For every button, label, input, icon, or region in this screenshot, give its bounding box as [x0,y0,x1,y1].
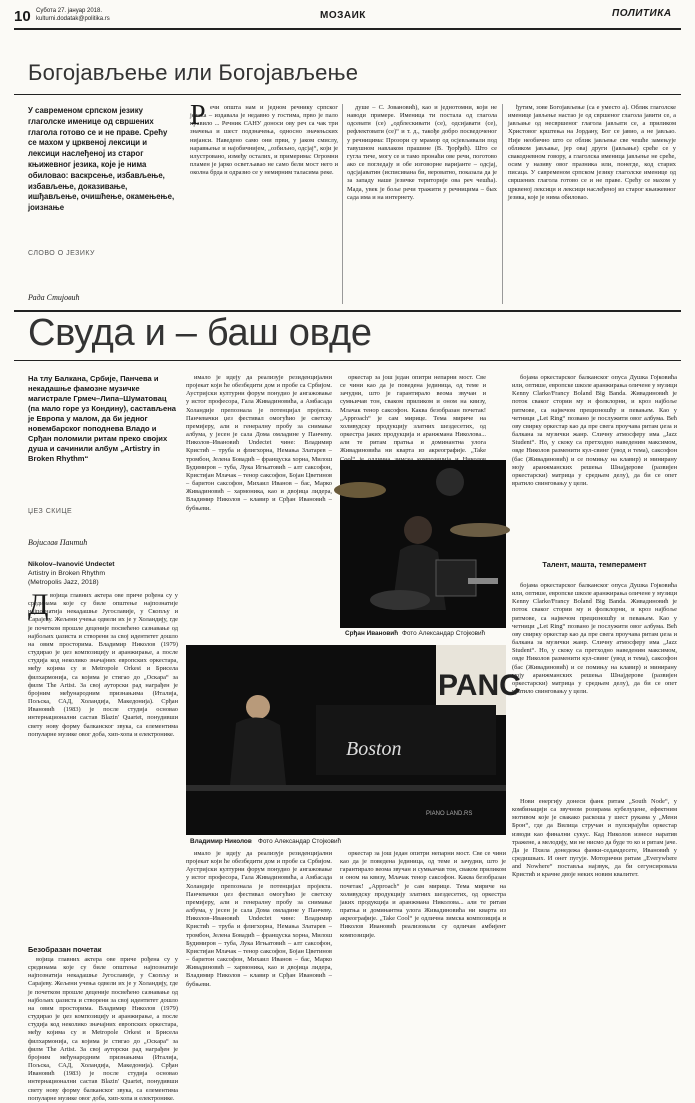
article2-column-4-continued-text: бојама оркестарског балканског опуса Душка Гојковића или, оптише, европске школе аранжирања оличене у музици Kenny Clarke/Francy Boland Big Banda. Живадиновић је поток сваког стории му и фолклорни, и кроз најбоље ритмове, са највечом прецизношћу и певањем. Као у четници „Let Ring“ позвано је послужити овог албума. Већ ову свирку оркестар као да пре свега проучава ритам џеза и балкана за музички жанр. Сличну атмосферу има „Jazz Student“. Но, у скоку са претходно наведеним максимом, овде Николов разменити кул-свинг (увод и тема), саксофон (бас (Живадиновић) и се помињу на клавир) и минирану моју аранжманских решења Шнајдерове (развијен оркестарски) матрица у средњем делу), да би се опет вратило свинговању у цели. [512,582,677,696]
photo2-caption-name: Владимир Николов [190,838,252,845]
article1-title: Богојављење или Богојављење [28,60,359,85]
album-credit-label: (Metropolis Jazz, 2018) [28,579,99,586]
photo-pianist [186,645,521,835]
article2-subhead-1: Безобразан почетак [28,945,102,954]
article1-column-3-text: ђутим, зове Богојављење (са е уместо а). Облик глаголске именице јављење настао је од свршеног глагола јавити се, а јављање од несвршеног глагола јављати се, а приликом Христовог крштења на Јордану, Бог се јавио, а не јављао. Није необично што се облик јављење све чешће замењује обликом јављање, јер овај други (јављање) среће се у свакодневном говору, а глаголска именица јављење не среће, осим у називу овог празника или, понегде, код старих писаца. У савременом српском језику глаголске именице од свршених глагола готово се и не праве. Срећу се махом у црквеној лексици и лексици наслеђеној из старог књижевног језика, које је нима обиловао. [508,104,676,201]
article1-column-1 [190,100,338,304]
photo-banner-text: PANC [438,669,521,702]
column-divider [342,104,343,304]
article1-lead: У савременом српском језику глаголске именице од свршених глагола готово се и не праве. Срећу се махом у црквеној лексици и лексици наслеђеној из старог књижевног језика, које је нима обиловао: васкрсење, избављење, избављење, доказивање, ишђављење, очишћење, окамењење, јоизнање [28,106,175,213]
article2-column-2-text: имало је идеју да реализује резиденцијални пројекат који ће обезбедити дом и пробе са Србијом. Аустријски културни форум понудио је ангажовање у истог професора, Гала Живадиновића, а Амбасада Холандије препознала је потенцијал пројекта. Панчевачки џез фестивал омогућио је светску премијеру, али и генералну пробу за снимање албума, у јесен је сала Дома омладине у Панчеву. Николов–Ивановић Undectet чине: Владимир Кристић – труба и флигхорна, Немања Златарев – тромбон, Јелена Бовадић – француска хорна, Милош Будимиров – туба, Лука Игњатовић – алт саксофон, Кристијан Млачак – тенор саксофон, Бојан Цветинов – баритон саксофон, Михаил Иванов – бас, Марко Живадиновић – хармоника, као и двојица лидера, Владимир Николов – клавир и Срђан Ивановић – бубњеви. [186,374,332,512]
article1-column-3 [508,104,676,304]
photo-piano-brand: Boston [346,738,402,760]
article2-column-4 [512,374,677,554]
article1-title-rule [14,94,681,95]
article2-column-3 [340,374,486,454]
photo-pianist-image [186,645,521,835]
header-rule [14,28,681,30]
article2-column-3-continued-text: оркестар за још један опитри непарни мост. Све се чини као да је поведена јединица, од теме и зачудни, што је гарантирало веома звучан и сумњичав тон, сваком приликом и оном на квизу, Млачак тенор саксофон. Каква безобразан почетак! „Approach“ је сам мирице. Тема мириче на холивудску продукцију златних шездесетих, од оркестра јаких продукција и аранжмана Николова... али те ритам пратња и доминантна улога Живадиновића ни кварта из акреографије. „Take Cool“ је одлична зимска композиција и Николов Ивановић реализовали су одличан амбијент композиције. [340,850,506,939]
article2-column-2 [186,374,332,640]
article2-title: Свуда и – баш овде [28,312,372,354]
section-name: МОЗАИК [320,10,366,21]
article2-author: Војислав Пантић [28,538,88,547]
photo1-caption-name: Срђан Ивановић [345,630,399,637]
article2-column-1-continued-text: војица главних актера ове приче рођена су у срединама које су биле општење најпознатије најпознатија некадашње Југославије, у Скопљу и Сарајеву. Жељени учења одвели их је у Холандију, где је почетком прошле деценије посвећено сазнавање од најбољих џазиста и створени за свој идентитет дошло на овим просторима. Владимир Николов (1979) студирао је џез композицију и аранжирање, а после студија код неколико значајних европских оркестара, међу којима су и Metropole Orkest и Брисела филхармонија, са којима је стигао до „Оскара“ за филм The Artist. За свој ауторски рад награђен је бројним међународним признањима (Италија, Пољска, САД, Холандија, Македонија). Срђан Ивановић (1983) је после студија основао интернационални састав Blazin' Quartet, понудивши свету нову форму балканског звука, са елементима популарне музике овог доба, хип-хопа и електронике. [28,956,178,1102]
article2-lead: На тлу Балкана, Србије, Панчева и некадашње фамозне музичке магистрале Грмеч–Липа–Шуматовац (па мало горе уз Кондину), састављена је Европа у малом, да би једног новембарског поподнева Владо и Срђан поломили ритам преко својих душа и сачинили албум „Artistry in Broken Rhythm“ [28,374,177,463]
article2-column-2-continued-text: имало је идеју да реализује резиденцијални пројекат који ће обезбедити дом и пробе са Србијом. Аустријски културни форум понудио је ангажовање у истог професора, Гала Живадиновића, а Амбасада Холандије препознала је потенцијал пројекта. Панчевачки џез фестивал омогућио је светску премијеру, али и генералну пробу за снимање албума, у јесен је сала Дома омладине у Панчеву. Николов–Ивановић Undectet чине: Владимир Кристић – труба и флигхорна, Немања Златарев – тромбон, Јелена Бовадић – француска хорна, Милош Будимиров – туба, Лука Игњатовић – алт саксофон, Кристијан Млачак – тенор саксофон, Бојан Цветинов – баритон саксофон, Михаил Иванов – бас, Марко Живадиновић – хармоника, као и двојица лидера, Владимир Николов – клавир и Срђан Ивановић – бубњеви. [186,850,332,988]
article1-author: Рада Стијовић [28,293,80,302]
article2-subhead-2-text: Талент, машта, темперамент [542,560,647,569]
article2-column-1-continued [28,956,178,1102]
article2-title-rule [14,360,681,361]
article2-column-5 [512,798,677,1018]
album-credit-name: Nikolov–Ivanović Undectet [28,561,115,568]
article2-rubric: ЏЕЗ СКИЦЕ [28,508,73,515]
newspaper-logo: ПОЛИТИКА [612,8,672,19]
article1-column-2-text: душе – С. Јовановић), као и једнотомни, који не наводи примере. Именица ти постала од глагола одсевати (се) „одблескивати (се), одсијавати (се), рефлектовати (се)“ и т. д., такође добро посведоченог у речницима: Прозори су мрамор од осјевљивали под тавушном навлаком прашине (В. Ђорђић). Што се гугла тиче, могу се и тамо пронаћи ове речи, поготово ако се погледају и обе изговорне варијанте – одсјај, одсјајаватин (исписивана би, вероватно, показала да је за западу наше језичке територије ова реч чешћа). Мада, увек је боље речи тражити у речницима – бых сада има и на интернету. [347,104,497,201]
article2-subhead-2 [512,560,677,569]
article2-column-4-text: бојама оркестарског балканског опуса Душка Гојковића или, оптише, европске школе аранжирања оличене у музици Kenny Clarke/Francy Boland Big Banda. Живадиновић је поток сваког стории му и фолклорни, и кроз најбоље ритмове, са највечом прецизношћу и певањем. Као у четници „Let Ring“ позвано је послужити овог албума. Већ ову свирку оркестар као да пре свега проучава ритам џеза и балкана за музички жанр. Сличну атмосферу има „Jazz Student“. Но, у скоку са претходно наведеним максимом, овде Николов разменити кул-свинг (увод и тема), саксофон (бас (Живадиновић) и се помињу на клавир) и минирану моју аранжманских решења Шнајдерове (развијен оркестарски) матрица у средњем делу), да би се опет вратило свинговању у цели. [512,374,677,488]
article2-column-5-text: Нови енергију донеси фанк ритам „South Node“, у комбинацији са звучном розирама кубелуцене, ефектним мотивом које је свакако раскоша у шест рукама у „Мени Брон“, где да Вилица стручан и пулсирајући оркестар изводи као финални сукус. Кад Николов изнесе наратив тражене, а мелодију, ми не нисмо да буде то ко и ритам јаче. Да је Пхила донедежа фанки-седамдесете, Ивановић у средишњих. И онет пугује. Моторични ритам „Everywhere and Nowhere“ поставља најзвук, да би сегунсировала Кристић и крачне двоје неких новим квалитет. [512,798,677,879]
article2-column-1-text: војица главних актера ове приче рођена су у срединама које су биле општење најпознатије најпознатија некадашње Југославије, у Скопљу и Сарајеву. Жељени учења одвели их је у Холандију, где је почетком прошле деценије посвећено сазнавање од најбољих џазиста и створени за свој идентитет дошло на овим просторима. Владимир Николов (1979) студирао је џез композицију и аранжирање, а после студија код неколико значајних европских оркестара, међу којима су и Metropole Orkest и Брисела филхармонија, са којима је стигао до „Оскара“ за филм The Artist. За свој ауторски рад награђен је бројним међународним признањима (Италија, Пољска, САД, Холандија, Македонија). Срђан Ивановић (1983) је после студија основао интернационални састав Blazin' Quartet, понудивши свету нову форму балканског звука, са елементима популарне музике овог доба, хип-хопа и електронике. [28,592,178,738]
article1-rubric: СЛОВО О ЈЕЗИКУ [28,250,95,257]
issue-date: Субота 27. јануар 2018. [36,8,103,14]
photo1-caption-credit: Фото Александар Стојковић [402,630,486,637]
article2-column-3-text: оркестар за још један опитри непарни мост. Све се чини као да је поведена јединица, од теме и зачудни, што је гарантирало веома звучан и сумњичав тон, сваком приликом и оном на квизу, Млачак тенор саксофон. Каква безобразан почетак! „Approach“ је сам мирице. Тема мириче на холивудску продукцију златних шездесетих, од оркестра јаких продукција и аранжмана Николова... али те ритам пратња и доминантна улога Живадиновића ни кварта из акреографије. „Take [340,374,486,455]
article2-column-4-continued [512,582,677,792]
article2-column-3-continued [340,850,506,1018]
article1-column-1-text: ечи општа нам и једном речнику српског језика – издавала је недавно у гостима, прво је пало правило ... Речник САНУ доноси ову реч са чак три значења и шест подзначења, односно значењских нијанси. Наведено само они први, у јаком смислу, наравњење и најобичнијем, „озбиљно, одсјај“, који је илустровано, између осталих, и примерима: Огромни пламен је јарко осветљавао не само бели мост него и околна брда и одразио се у немирним таласима реке. [190,104,338,177]
photo-drummer [340,460,506,628]
article1-drop-cap: Р [190,100,206,131]
article2-column-1 [28,588,178,940]
article1-column-2 [347,104,497,304]
album-credit-title: Artistry in Broken Rhythm [28,570,106,577]
issue-email: kulturni.dodatak@politika.rs [36,16,110,22]
page-number: 10 [14,8,31,25]
photo2-caption-credit: Фото Александар Стојковић [258,838,342,845]
photo-piano-sub: PIANO LAND.RS [426,811,473,817]
article2-column-2-continued [186,850,332,1018]
article2-drop-cap: Д [28,588,49,621]
photo-drummer-image [340,460,506,628]
column-divider [502,104,503,304]
